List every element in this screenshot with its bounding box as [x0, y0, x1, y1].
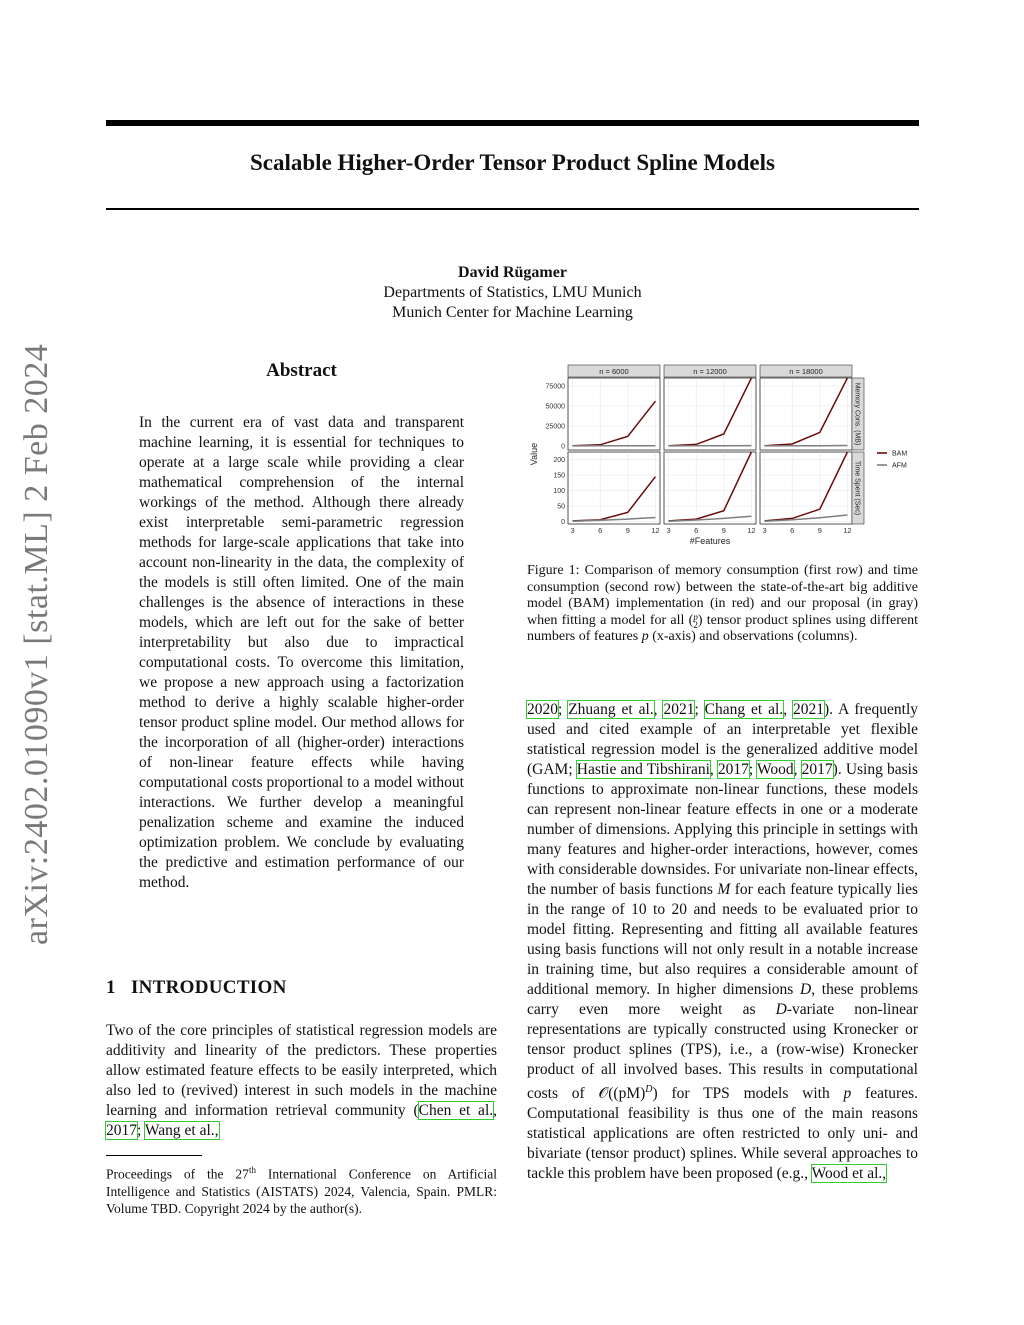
- x-tick-label: 9: [721, 526, 726, 535]
- var-D: D: [800, 981, 812, 998]
- citation-link[interactable]: Wood et al.,: [811, 1165, 887, 1183]
- y-tick-label: 0: [561, 519, 565, 527]
- caption-text: tensor product splines using different numbers of features: [527, 612, 918, 645]
- abstract-heading: Abstract: [266, 360, 337, 381]
- x-axis-label: #Features: [689, 536, 731, 546]
- footnote-text: International Conference on Artificial Intelligence and Statistics (AISTATS) 2024, Valencia, Spain. PMLR: Volume TBD. Copyright 2024 by the author(s).: [106, 1166, 497, 1216]
- affiliation-1: Departments of Statistics, LMU Munich: [383, 284, 642, 301]
- panel-background: [760, 378, 852, 450]
- abstract-body: [139, 413, 464, 893]
- x-tick-label: 12: [651, 526, 660, 535]
- caption-var: p: [641, 629, 649, 645]
- citation-link[interactable]: Chen et al.: [418, 1102, 494, 1119]
- binom-top: p: [693, 611, 698, 622]
- y-tick-label: 25000: [545, 423, 565, 431]
- citation-link[interactable]: 2017: [106, 1122, 137, 1139]
- facet-strip-label: n = 12000: [693, 367, 727, 376]
- caption-text: (x-axis) and observations (columns).: [648, 629, 858, 645]
- x-tick-label: 12: [843, 526, 852, 535]
- y-tick-label: 200: [553, 457, 565, 465]
- intro-text-7: for TPS models with: [657, 1085, 844, 1103]
- citation-link[interactable]: Hastie and Tibshirani: [576, 761, 710, 778]
- citation-link[interactable]: Zhuang et al.: [568, 701, 654, 718]
- y-tick-label: 100: [553, 488, 565, 496]
- legend-label: AFM: [892, 462, 907, 470]
- x-tick-label: 12: [747, 526, 756, 535]
- y-tick-label: 0: [561, 443, 565, 451]
- y-tick-label: 150: [553, 472, 565, 480]
- cost-close: ): [652, 1085, 658, 1103]
- intro-text-3: ). Using basis functions to approximate non-linear functions, these models can represent non-linear feature effects in one or a moderate number of dimensions. Applying this principle in settings with many features and higher-order interactions, however, comes with considerable downsides. For univariate non-linear effects, the number of basis functions: [527, 761, 918, 898]
- var-p: p: [843, 1085, 852, 1103]
- citation-link[interactable]: 2017: [801, 761, 833, 778]
- facet-strip-label: n = 6000: [599, 367, 629, 376]
- caption-label: Figure 1:: [527, 563, 580, 578]
- arxiv-identifier: arXiv:2402.01090v1 [stat.ML] 2 Feb 2024: [18, 343, 55, 945]
- y-tick-label: 75000: [545, 383, 565, 391]
- x-tick-label: 3: [570, 526, 575, 535]
- citation-link[interactable]: 2021: [663, 701, 695, 718]
- facet-row-label: Memory Cons. (MB): [853, 382, 861, 446]
- author-name: David Rügamer: [458, 264, 567, 281]
- caption-text: Comparison of memory consumption (first row) and time consumption (second row) between the state-of-the-art big additive model (BAM) implementation (in red) and our proposal (in gray) when fitting a model for all: [527, 563, 918, 628]
- intro-text-5: , these problems carry even more weight as: [527, 981, 918, 1018]
- figure-1-chart: [525, 358, 925, 560]
- binom-bottom: 2: [693, 619, 698, 630]
- abstract-text: In the current era of vast data and transparent machine learning, it is essential for techniques to operate at a large scale while providing a clear mathematical comprehension of the internal workings of the method. Although there already exist interpretable semi-parametric regression methods for large-scale applications that take into account non-linearity in the data, the complexity of the models is still often limited. One of the main challenges is the absence of interactions in these models, which are left out for the sake of better interpretability but also due to impractical computational costs. To overcome this limitation, we propose a new approach using a factorization method to derive a highly scalable higher-order tensor product spline model. Our method allows for the incorporation of all (higher-order) interactions of non-linear feature effects while having computational costs proportional to a model without interactions. We further develop a meaningful penalization scheme and examine the induced optimization problem. We conclude by evaluating the predictive and estimation performance of our method.: [139, 414, 464, 891]
- paper-title: Scalable Higher-Order Tensor Product Spline Models: [250, 150, 775, 175]
- figure-1-caption: Figure 1: Comparison of memory consumption (first row) and time consumption (second row) between the state-of-the-art big additive model (BAM) implementation (in red) and our proposal (in gray) when fitting a model for all (p 2) tensor product splines using different numbers of features p (x-axis) and observations (columns).: [527, 563, 918, 645]
- citation-link[interactable]: Chang et al.: [704, 701, 784, 718]
- intro-column-left: Two of the core principles of statistical regression models are additivity and linearity of the predictors. These properties allow estimated feature effects to be easily interpreted, which also led to (revived) interest in such models in the machine learning and information retrieval community (Chen et al., 2017; Wang et al.,: [106, 1022, 497, 1139]
- panel-background: [664, 452, 756, 524]
- x-tick-label: 6: [598, 526, 603, 535]
- footnote-rule: [106, 1155, 202, 1156]
- section-title: INTRODUCTION: [130, 977, 287, 998]
- intro-text-1: Two of the core principles of statistical regression models are additivity and linearity of the predictors. These properties allow estimated feature effects to be easily interpreted, which also led to (revived) interest in such models in the machine learning and information retrieval community (: [106, 1022, 497, 1119]
- x-tick-label: 9: [817, 526, 822, 535]
- affiliation-2: Munich Center for Machine Learning: [392, 304, 633, 321]
- citation-link[interactable]: Wang et al.,: [144, 1122, 219, 1139]
- section-number: 1: [106, 977, 116, 998]
- footnote-sup: th: [248, 1165, 256, 1175]
- intro-text-8: features. Computational feasibility is thus one of the main reasons statistical applications are often restricted to only uni- and bivariate (tensor product) splines. While several approaches to tackle this problem have been proposed (e.g.,: [527, 1085, 918, 1183]
- citation-link[interactable]: 2017: [717, 761, 749, 778]
- x-tick-label: 3: [666, 526, 671, 535]
- x-tick-label: 3: [762, 526, 767, 535]
- cost-exponent: D: [645, 1084, 653, 1095]
- intro-text-4: for each feature typically lies in the range of 10 to 20 and needs to be evaluated prior to model fitting. Representing and fitting all available features using basis functions will not only result in a notable increase in training time, but also requires a considerable amount of additional memory. In higher dimensions: [527, 881, 918, 998]
- var-M: M: [717, 881, 731, 898]
- var-D: D: [775, 1001, 787, 1018]
- facet-strip-label: n = 18000: [789, 367, 823, 376]
- title-rule-bottom: [106, 208, 919, 210]
- y-tick-label: 50000: [545, 403, 565, 411]
- legend-label: BAM: [892, 450, 908, 458]
- footnote-text: Proceedings of the 27: [106, 1166, 249, 1182]
- cost-expression: 𝒪((pM): [598, 1085, 646, 1103]
- y-tick-label: 50: [557, 503, 565, 511]
- intro-text-2: ). A frequently used and cited example of an interpretable yet flexible statistical regression model is the generalized additive model (GAM;: [527, 701, 919, 778]
- x-tick-label: 6: [694, 526, 699, 535]
- intro-column-right: 2020; Zhuang et al., 2021; Chang et al., 2021). A frequently used and cited example of an interpretable yet flexible statistical regression model is the generalized additive model (GAM; Hastie and Tibshirani, 2017; Wood, 2017). Using basis functions to approximate non-linear functions, these models can represent non-linear feature effects in one or a moderate number of dimensions. Applying this principle in settings with many features and higher-order interactions, however, comes with considerable downsides. For univariate non-linear effects, the number of basis functions M for each feature typically lies in the range of 10 to 20 and needs to be evaluated prior to model fitting. Representing and fitting all available features using basis functions will not only result in a notable increase in training time, but also requires a considerable amount of additional memory. In higher dimensions D, these problems carry even more weight as D-variate non-linear representations are typically constructed using Kronecker or tensor product splines (TPS), i.e., a (row-wise) Kronecker product of all involved bases. This results in computational costs of 𝒪((pM)$^D$) for TPS models with p features. Computational feasibility is thus one of the main reasons statistical applications are often restricted to only uni- and bivariate (tensor product) splines. While several approaches to tackle this problem have been proposed (e.g., Wood et al.,: [527, 701, 919, 1183]
- footnote: [106, 1162, 497, 1217]
- section-heading-introduction: [106, 977, 287, 999]
- x-tick-label: 9: [625, 526, 630, 535]
- facet-row-label: Time Spent (Sec): [853, 460, 861, 516]
- intro-text-6: -variate non-linear representations are typically constructed using Kronecker or tensor product splines (TPS), i.e., a (row-wise) Kronecker product of all involved bases. This results in computational costs of: [527, 1001, 918, 1103]
- citation-link[interactable]: 2020: [527, 701, 558, 718]
- author-block: [106, 263, 919, 323]
- y-axis-label: Value: [529, 442, 539, 466]
- citation-link[interactable]: 2021: [792, 701, 824, 718]
- x-tick-label: 6: [790, 526, 795, 535]
- citation-link[interactable]: Wood: [757, 761, 794, 778]
- title-rule-top: [106, 120, 919, 126]
